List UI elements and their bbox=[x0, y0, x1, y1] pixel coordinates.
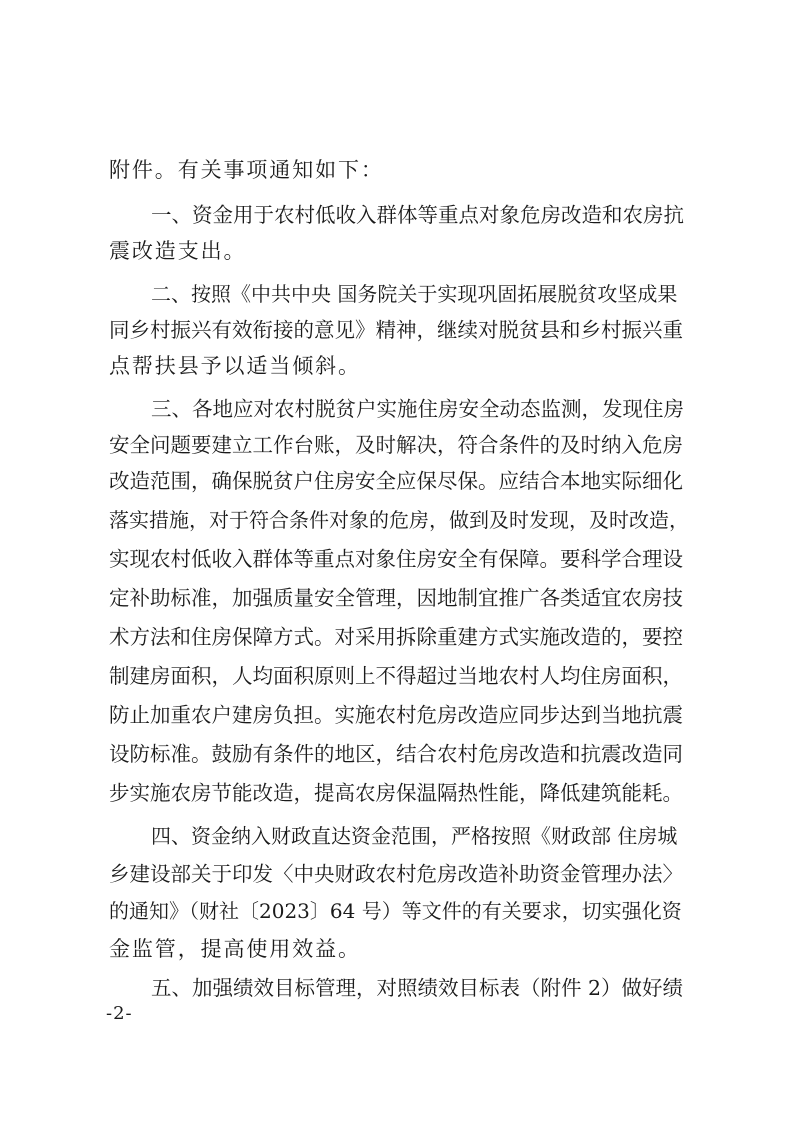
text-line: 附件。有关事项通知如下： bbox=[109, 158, 384, 182]
text-line: 设防标准。鼓励有条件的地区，结合农村危房改造和抗震改造同 bbox=[109, 742, 683, 766]
text-line: 制建房面积，人均面积原则上不得超过当地农村人均住房面积， bbox=[109, 664, 683, 688]
text-line: 术方法和住房保障方式。对采用拆除重建方式实施改造的，要控 bbox=[109, 625, 683, 649]
text-line: 震改造支出。 bbox=[109, 239, 247, 263]
text-line: 一、资金用于农村低收入群体等重点对象危房改造和农房抗 bbox=[151, 203, 684, 227]
text-line: 二、按照《中共中央 国务院关于实现巩固拓展脱贫攻坚成果 bbox=[151, 282, 678, 306]
text-line: 定补助标准，加强质量安全管理，因地制宜推广各类适宜农房技 bbox=[109, 586, 683, 610]
text-line: 落实措施，对于符合条件对象的危房，做到及时发现，及时改造， bbox=[109, 508, 689, 532]
text-line: 实现农村低收入群体等重点对象住房安全有保障。要科学合理设 bbox=[109, 547, 683, 571]
text-line: 防止加重农户建房负担。实施农村危房改造应同步达到当地抗震 bbox=[109, 703, 683, 727]
text-line: 改造范围，确保脱贫户住房安全应保尽保。应结合本地实际细化 bbox=[109, 469, 683, 493]
text-line: 步实施农房节能改造，提高农房保温隔热性能，降低建筑能耗。 bbox=[109, 781, 683, 805]
text-line: 同乡村振兴有效衔接的意见》精神，继续对脱贫县和乡村振兴重 bbox=[109, 318, 683, 342]
text-line: 三、各地应对农村脱贫户实施住房安全动态监测，发现住房 bbox=[151, 397, 684, 421]
text-line: 四、资金纳入财政直达资金范围，严格按照《财政部 住房城 bbox=[151, 824, 678, 848]
text-line: 的通知》（财社〔2023〕64 号）等文件的有关要求，切实强化资 bbox=[109, 899, 682, 923]
text-line: 点帮扶县予以适当倾斜。 bbox=[109, 354, 361, 378]
page-number: -2- bbox=[106, 1003, 133, 1024]
text-line: 金监管，提高使用效益。 bbox=[109, 937, 361, 961]
text-line: 乡建设部关于印发〈中央财政农村危房改造补助资金管理办法〉 bbox=[109, 862, 683, 886]
text-line: 五、加强绩效目标管理，对照绩效目标表（附件 2）做好绩 bbox=[151, 976, 684, 1000]
text-line: 安全问题要建立工作台账，及时解决，符合条件的及时纳入危房 bbox=[109, 433, 683, 457]
